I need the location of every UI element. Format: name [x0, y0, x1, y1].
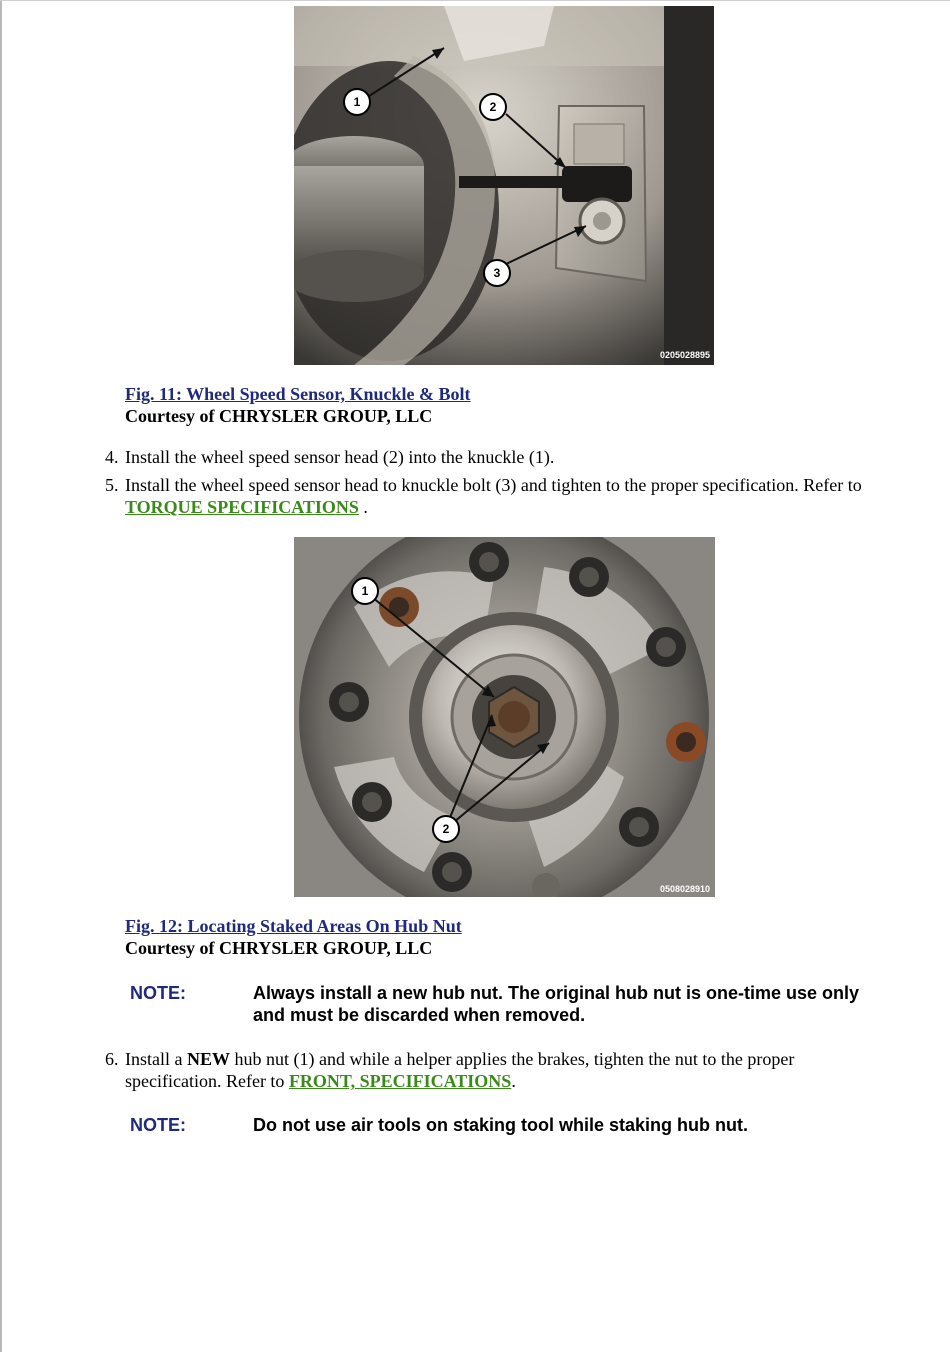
- figure-11-courtesy: Courtesy of CHRYSLER GROUP, LLC: [125, 406, 433, 426]
- step-6: [105, 1048, 865, 1092]
- step-text-end: .: [511, 1071, 516, 1091]
- figure-12-id: 0508028910: [659, 884, 710, 894]
- torque-specifications-link[interactable]: TORQUE SPECIFICATIONS: [125, 497, 359, 517]
- figure-11-image: [294, 6, 714, 365]
- note-2: [130, 1114, 870, 1138]
- figure-11-callout-2-label: 2: [489, 100, 497, 114]
- step-4: [105, 446, 865, 468]
- step-text-mid: hub nut (1) and while a helper applies the brakes, tighten the nut to the proper specification. Refer to: [125, 1049, 795, 1091]
- page-border-top: [0, 0, 950, 1]
- note-text: Do not use air tools on staking tool while staking hub nut.: [253, 1115, 749, 1135]
- step-text-end: .: [358, 497, 368, 517]
- steps-list-a: [105, 446, 865, 524]
- figure-12-caption: [125, 915, 462, 959]
- figure-12-image: [294, 537, 715, 897]
- note-1: [130, 982, 870, 1028]
- step-number: 5.: [105, 475, 119, 495]
- figure-11-id: 0205028895: [659, 350, 710, 360]
- note-label: NOTE:: [130, 983, 186, 1003]
- step-text-bold: NEW: [186, 1049, 230, 1069]
- step-number: 4.: [105, 447, 119, 467]
- figure-12-caption-link[interactable]: Fig. 12: Locating Staked Areas On Hub Nut: [125, 916, 462, 936]
- figure-11-callout-3-label: 3: [493, 266, 501, 280]
- front-specifications-link[interactable]: FRONT, SPECIFICATIONS: [288, 1071, 512, 1091]
- step-5: [105, 474, 865, 518]
- step-text: Install the wheel speed sensor head (2) into the knuckle (1).: [125, 447, 555, 467]
- figure-12-callout-1-label: 1: [361, 584, 369, 598]
- figure-11-caption: [125, 383, 471, 427]
- step-text: Install the wheel speed sensor head to knuckle bolt (3) and tighten to the proper specification. Refer to: [125, 475, 862, 495]
- steps-list-b: [105, 1048, 865, 1098]
- figure-11-caption-link[interactable]: Fig. 11: Wheel Speed Sensor, Knuckle & Bolt: [125, 384, 471, 404]
- step-text: Install a: [125, 1049, 187, 1069]
- note-label: NOTE:: [130, 1115, 186, 1135]
- step-number: 6.: [105, 1049, 119, 1069]
- figure-12-courtesy: Courtesy of CHRYSLER GROUP, LLC: [125, 938, 433, 958]
- page-border: [0, 0, 2, 1352]
- note-text: Always install a new hub nut. The original hub nut is one-time use only and must be discarded when removed.: [253, 983, 860, 1025]
- figure-11-callout-1-label: 1: [353, 95, 361, 109]
- figure-12-callout-2-label: 2: [442, 822, 450, 836]
